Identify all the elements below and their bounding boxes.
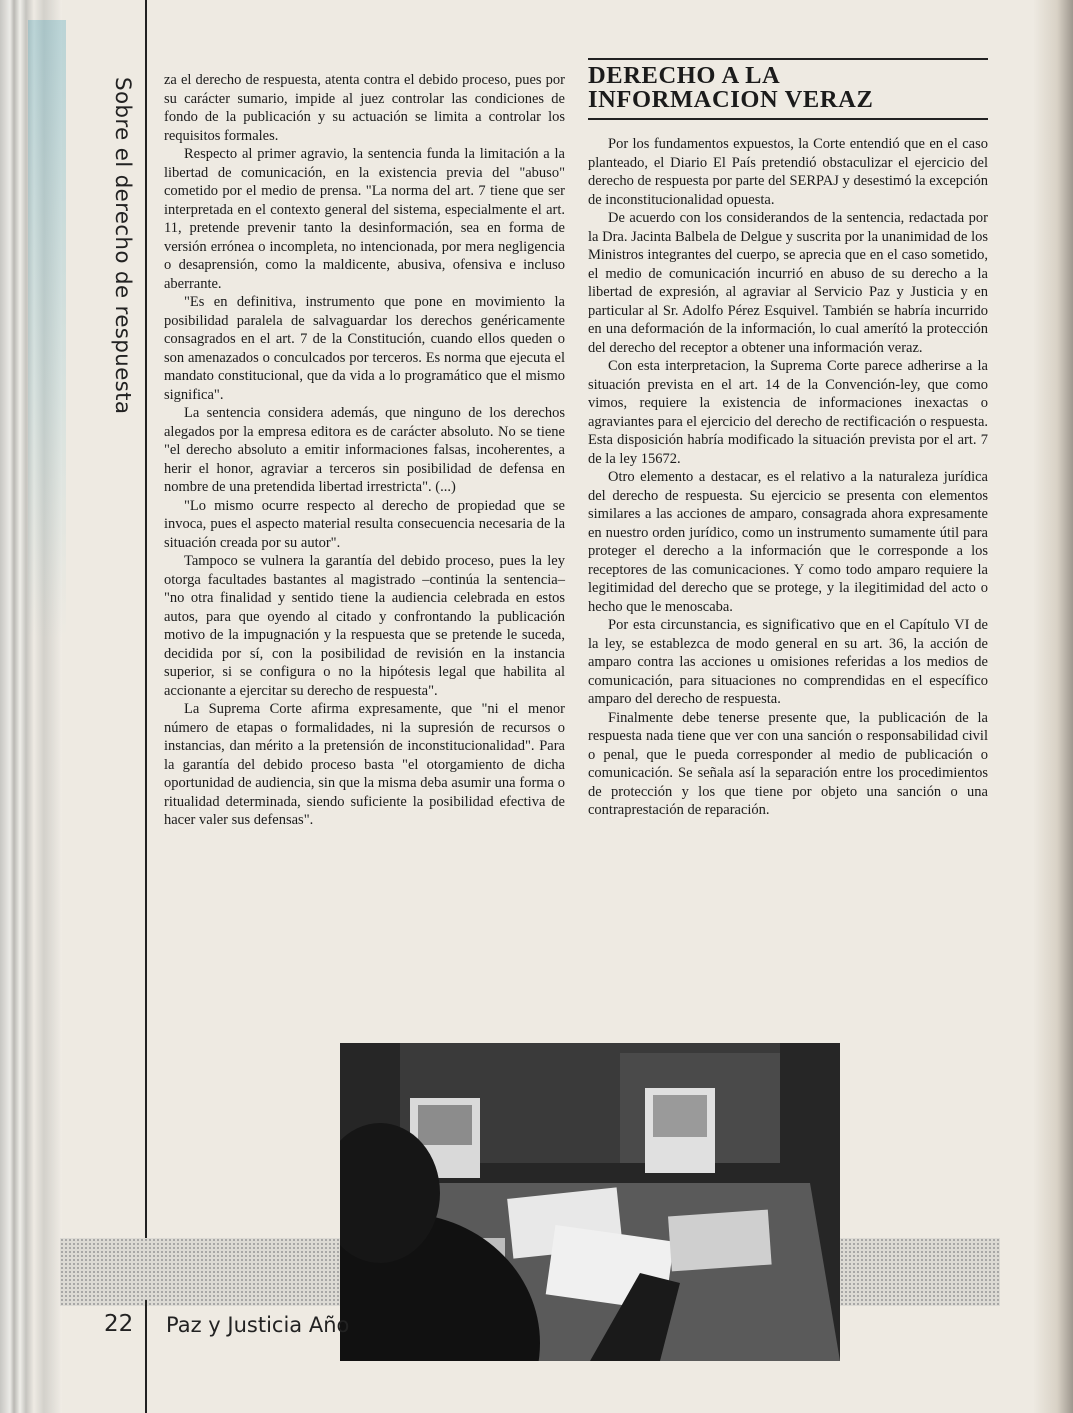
section-heading <box>588 64 988 120</box>
paragraph: De acuerdo con los considerandos de la sentencia, redactada por la Dra. Jacinta Balbela de Delgue y suscrita por la unanimidad de los Ministros integrantes del cuerpo, se aprecia que en el caso sometido, el medio de comunicación incurrió en abuso de su derecho a la libertad de expresión, al agraviar al Servicio Paz y Justicia y en particular al Sr. Adolfo Pérez Esquivel. También se habría incurrido en una deformación de la información, lo cual amerító la protección del derecho del receptor a obtener una información veraz. <box>588 210 988 356</box>
page-number: 22 <box>104 1311 134 1337</box>
publication-name: Paz y Justicia Año <box>166 1313 350 1337</box>
paragraph: Respecto al primer agravio, la sentencia funda la limitación a la libertad de comunicación, en la existencia previa del "abuso" cometido por el medio de prensa. "La norma del art. 7 tiene que ser interpretada en el contexto general del sistema, especialmente el art. 11, pretende prevenir tanto la desinformación, sea en forma de versión errónea o incompleta, no intencionada, por mera negligencia o desaprensión, como la maldicente, abusiva, ofensiva e incluso aberrante. <box>164 146 565 292</box>
paragraph: La Suprema Corte afirma expresamente, que "ni el menor número de etapas o formalidades, ni la supresión de recursos o instancias, dan mérito a la pretensión de inconstitucionalidad". Para la garantía del debido proceso basta "el otorgamiento de dicha oportunidad de audiencia, sin que la misma deba asumir una forma o ritualidad determinada, siendo suficiente la posibilidad efectiva de hacer valer sus defensas". <box>164 701 565 828</box>
paragraph: Finalmente debe tenerse presente que, la publicación de la respuesta nada tiene que ver con una sanción o responsabilidad civil o penal, que le pueda corresponder al medio de publicación o comunicación. Se señala así la separación entre los procedimientos de protección y los que tiene por objeto una sanción o una contraprestación de reparación. <box>588 709 988 818</box>
footer-rule <box>145 1300 147 1350</box>
paragraph: Por los fundamentos expuestos, la Corte entendió que en el caso planteado, el Diario El País pretendió obstaculizar el ejercicio del derecho de respuesta por parte del SERPAJ y desestimó la excepción de inconstitucionalidad opuesta. <box>588 136 988 208</box>
right-column <box>588 135 988 820</box>
paragraph: "Lo mismo ocurre respecto al derecho de propiedad que se invoca, pues el aspecto material resulta consecuencia necesaria de la situación creada por su autor". <box>164 497 565 551</box>
paragraph: za el derecho de respuesta, atenta contra el debido proceso, pues por su carácter sumario, impide al juez controlar las condiciones de fondo de la publicación y su actuación se limita a controlar los requisitos formales. <box>164 72 565 144</box>
paragraph: Con esta interpretacion, la Suprema Corte parece adherirse a la situación prevista en el art. 14 de la Convención-ley, que como vimos, requiere la existencia de informaciones inexactas o agraviantes para el ejercicio del derecho de rectificación o respuesta. Esta disposición habría modificado la situación prevista por el art. 7 de la ley 15672. <box>588 358 988 467</box>
heading-line-2: INFORMACION VERAZ <box>588 86 874 113</box>
binding-shadow <box>1033 0 1073 1413</box>
heading-line-1: DERECHO A LA <box>588 62 781 89</box>
margin-rule <box>145 0 147 1413</box>
paragraph: Otro elemento a destacar, es el relativo a la naturaleza jurídica del derecho de respuesta. Su ejercicio se presenta con elementos similares a las acciones de amparo, consagrada ahora expresamente en nuestro orden jurídico, como un instrumento sumamente útil para proteger el derecho a la información que le corresponde a los receptores de las comunicaciones. Y como todo amparo requiere la legitimidad del derecho que se protege, y la ilegitimidad del acto o hecho que le menoscaba. <box>588 469 988 615</box>
office-photo <box>340 1043 840 1361</box>
paragraph: Por esta circunstancia, es significativo que en el Capítulo VI de la ley, se establezca de modo general en su art. 36, la acción de amparo contra las acciones u omisiones referidas a los medios de comunicación, para situaciones no comprendidas en el específico amparo del derecho de respuesta. <box>588 617 988 707</box>
paragraph: Tampoco se vulnera la garantía del debido proceso, pues la ley otorga facultades bastantes al magistrado –continúa la sentencia– "no otra finalidad y sentido tiene la audiencia celebrada en estos autos, para que oyendo al citado y confrontando la publicación motivo de la impugnación y la respuesta que se pretende le suceda, decidida por sí, con la posibilidad de revisión en la instancia superior, si se configura o no la hipótesis legal que habilita al accionante a ejercitar su derecho de respuesta". <box>164 553 565 699</box>
running-section-title: Sobre el derecho de respuesta <box>110 77 135 415</box>
paragraph: La sentencia considera además, que ninguno de los derechos alegados por la empresa editora es de carácter absoluto. No se tiene "el derecho absoluto a emitir informaciones falsas, incoherentes, a herir el honor, agraviar a terceros sin posibilidad de defensa en nombre de una pretendida libertad irrestricta". (...) <box>164 405 565 495</box>
office-photo-illustration <box>340 1043 840 1361</box>
heading-top-rule <box>588 58 988 60</box>
paragraph: "Es en definitiva, instrumento que pone en movimiento la posibilidad paralela de salvaguardar los derechos genéricamente consagrados en el art. 7 de la Constitución, cuando ellos queden o son amenazados o conculcados por terceros. Es norma que ejecuta el mandato constitucional, que da vida a lo programático que el mismo significa". <box>164 294 565 403</box>
left-column <box>164 71 565 830</box>
water-stain <box>28 20 66 640</box>
